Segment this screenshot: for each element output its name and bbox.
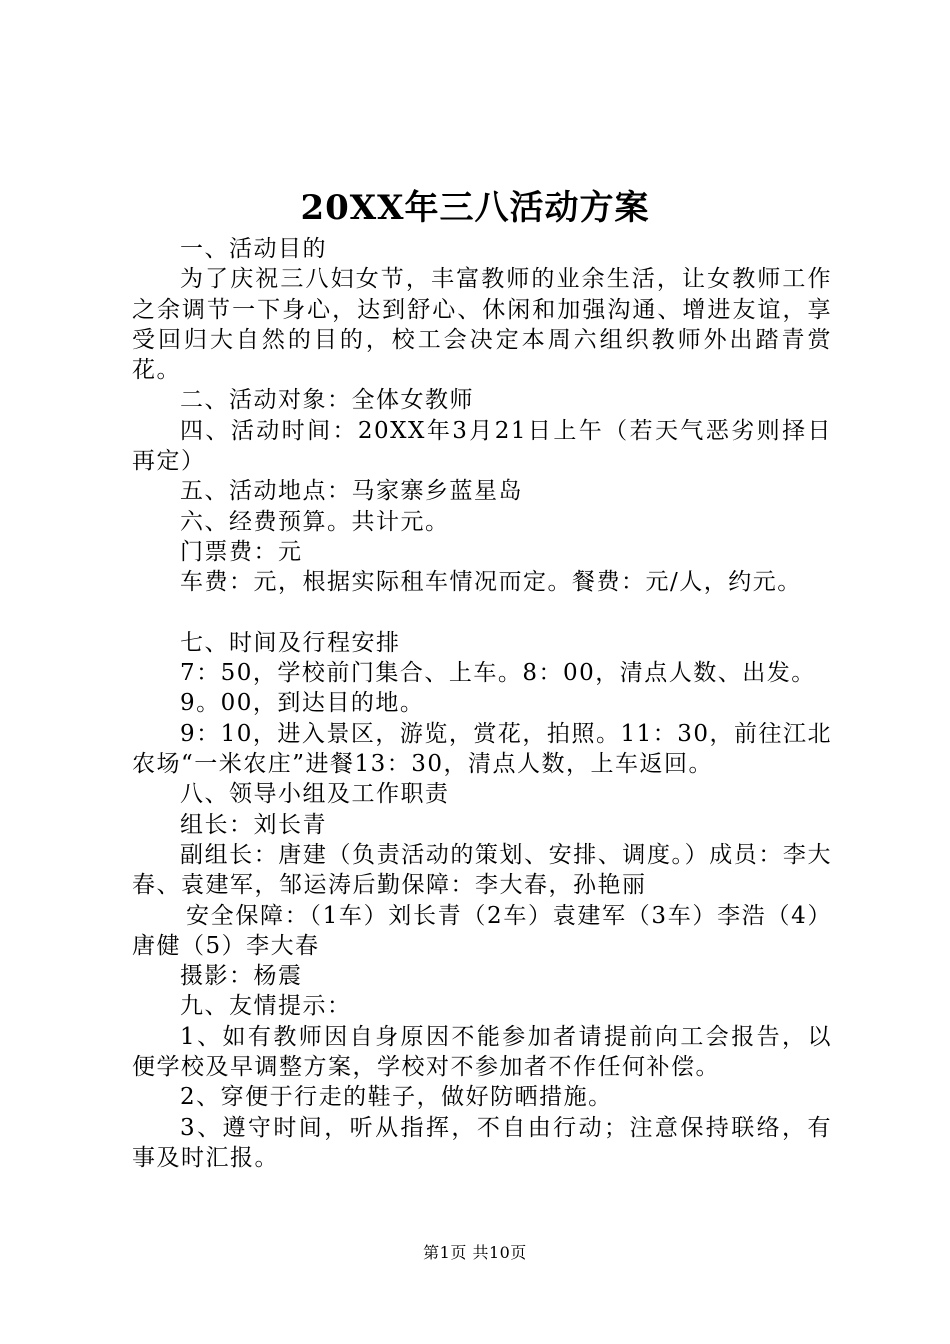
paragraph-leader: 组长：刘长青 [180,811,327,838]
heading-schedule: 七、时间及行程安排 [180,629,401,656]
tip-item-3: 3、遵守时间，听从指挥，不自由行动；注意保持联络，有事及时汇报。 [132,1114,832,1171]
heading-purpose: 一、活动目的 [180,236,327,262]
tip-item-2: 2、穿便于行走的鞋子，做好防晒措施。 [180,1084,613,1111]
schedule-item-1: 7：50，学校前门集合、上车。8：00，清点人数、出发。 [180,660,816,687]
heading-participants: 二、活动对象：全体女教师 [180,387,474,414]
paragraph-purpose: 为了庆祝三八妇女节，丰富教师的业余生活，让女教师工作之余调节一下身心，达到舒心、休闲和加强沟通、增进友谊，享受回归大自然的目的，校工会决定本周六组织教师外出踏青赏花。 [132,266,832,384]
schedule-item-2: 9。00，到达目的地。 [180,690,425,717]
heading-tips: 九、友情提示： [180,993,352,1020]
paragraph-deputy-leader: 副组长：唐建（负责活动的策划、安排、调度。）成员：李大春、袁建军，邹运涛后勤保障：李大春，孙艳丽 [132,841,832,899]
heading-leadership: 八、领导小组及工作职责 [180,781,450,808]
paragraph-safety: 安全保障：（1车）刘长青（2车）袁建军（3车）李浩（4）唐健（5）李大春 [132,902,832,959]
document-body [132,234,832,1173]
page-footer: 第1页 共10页 [423,1243,527,1262]
paragraph-time: 四、活动时间：20XX年3月21日上午（若天气恶劣则择日再定） [132,417,832,475]
paragraph-budget: 六、经费预算。共计元。 [180,508,450,535]
paragraph-photography: 摄影：杨震 [180,963,303,990]
paragraph-location: 五、活动地点：马家寨乡蓝星岛 [180,478,523,505]
schedule-item-3: 9：10，进入景区，游览，赏花，拍照。11：30，前往江北农场“一米农庄”进餐13：30，清点人数，上车返回。 [132,720,832,778]
document-title: 20XX年三八活动方案 [300,188,650,228]
tip-item-1: 1、如有教师因自身原因不能参加者请提前向工会报告，以便学校及早调整方案，学校对不参加者不作任何补偿。 [132,1023,832,1081]
paragraph-transport-meal-fee: 车费：元，根据实际租车情况而定。餐费：元/人，约元。 [180,569,802,596]
blank-line [132,598,832,628]
paragraph-ticket-fee: 门票费：元 [180,538,303,565]
